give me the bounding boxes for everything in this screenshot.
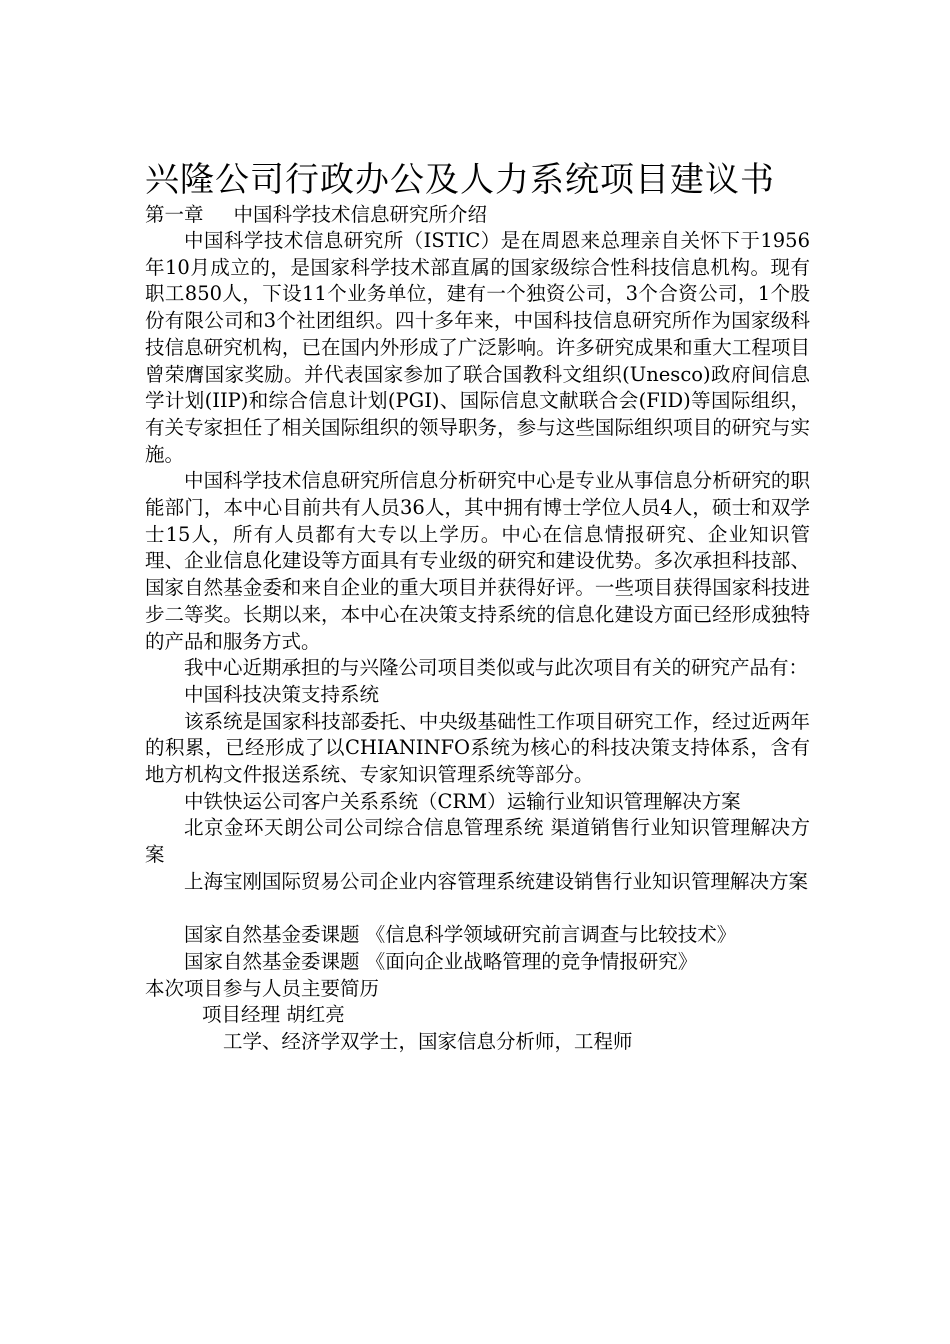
project-item-nsfc-1: 国家自然基金委课题 《信息科学领域研究前言调查与比较技术》 bbox=[184, 923, 737, 947]
staff-bio: 工学、经济学双学士，国家信息分析师，工程师 bbox=[223, 1030, 633, 1054]
paragraph-istic-intro: 中国科学技术信息研究所（ISTIC）是在周恩来总理亲自关怀下于1956年10月成立的，是国家科学技术部直属的国家级综合性科技信息机构。现有职工850人，下设11个业务单位，建有一个独资公司，3个合资公司，1个股份有限公司和3个社团组织。四十多年来，中国科技信息研究所作为国家级科技信息研究机构，已在国内外形成了广泛影响。许多研究成果和重大工程项目曾荣膺国家奖励。并代表国家参加了联合国教科文组织(Unesco)政府间信息学计划(IIP)和综合信息计划(PGI)、国际信息文献联合会(FID)等国际组织，有关专家担任了相关国际组织的领导职务，参与这些国际组织项目的研究与实施。 bbox=[145, 229, 810, 466]
paragraph-decision-support-desc: 该系统是国家科技部委托、中央级基础性工作项目研究工作，经过近两年的积累，已经形成了以CHIANINFO系统为核心的科技决策支持体系，含有地方机构文件报送系统、专家知识管理系统等部分。 bbox=[145, 709, 810, 787]
document-title: 兴隆公司行政办公及人力系统项目建议书 bbox=[145, 160, 775, 200]
staff-role: 项目经理 胡红亮 bbox=[202, 1003, 345, 1027]
product-item-jinhuan: 北京金环天朗公司公司综合信息管理系统 渠道销售行业知识管理解决方案 bbox=[145, 816, 810, 867]
product-item-crm: 中铁快运公司客户关系系统（CRM）运输行业知识管理解决方案 bbox=[184, 789, 741, 813]
document-body bbox=[145, 158, 810, 1056]
staff-heading: 本次项目参与人员主要简历 bbox=[145, 976, 380, 1000]
chapter-title: 中国科学技术信息研究所介绍 bbox=[233, 203, 488, 226]
blank-line bbox=[145, 896, 810, 923]
paragraph-analysis-center: 中国科学技术信息研究所信息分析研究中心是专业从事信息分析研究的职能部门，本中心目前共有人员36人，其中拥有博士学位人员4人，硕士和双学士15人，所有人员都有大专以上学历。中心在信息情报研究、企业知识管理、企业信息化建设等方面具有专业级的研究和建设优势。多次承担科技部、国家自然基金委和来自企业的重大项目并获得好评。一些项目获得国家科技进步二等奖。长期以来，本中心在决策支持系统的信息化建设方面已经形成独特的产品和服务方式。 bbox=[145, 469, 810, 653]
product-item-baogang: 上海宝刚国际贸易公司企业内容管理系统建设销售行业知识管理解决方案 bbox=[184, 869, 809, 893]
paragraph-related-products: 我中心近期承担的与兴隆公司项目类似或与此次项目有关的研究产品有： bbox=[184, 656, 809, 680]
project-item-nsfc-2: 国家自然基金委课题 《面向企业战略管理的竞争情报研究》 bbox=[184, 949, 698, 973]
product-item-decision-support: 中国科技决策支持系统 bbox=[184, 682, 380, 706]
chapter-number: 第一章 bbox=[145, 203, 204, 226]
chapter-heading bbox=[145, 202, 810, 228]
